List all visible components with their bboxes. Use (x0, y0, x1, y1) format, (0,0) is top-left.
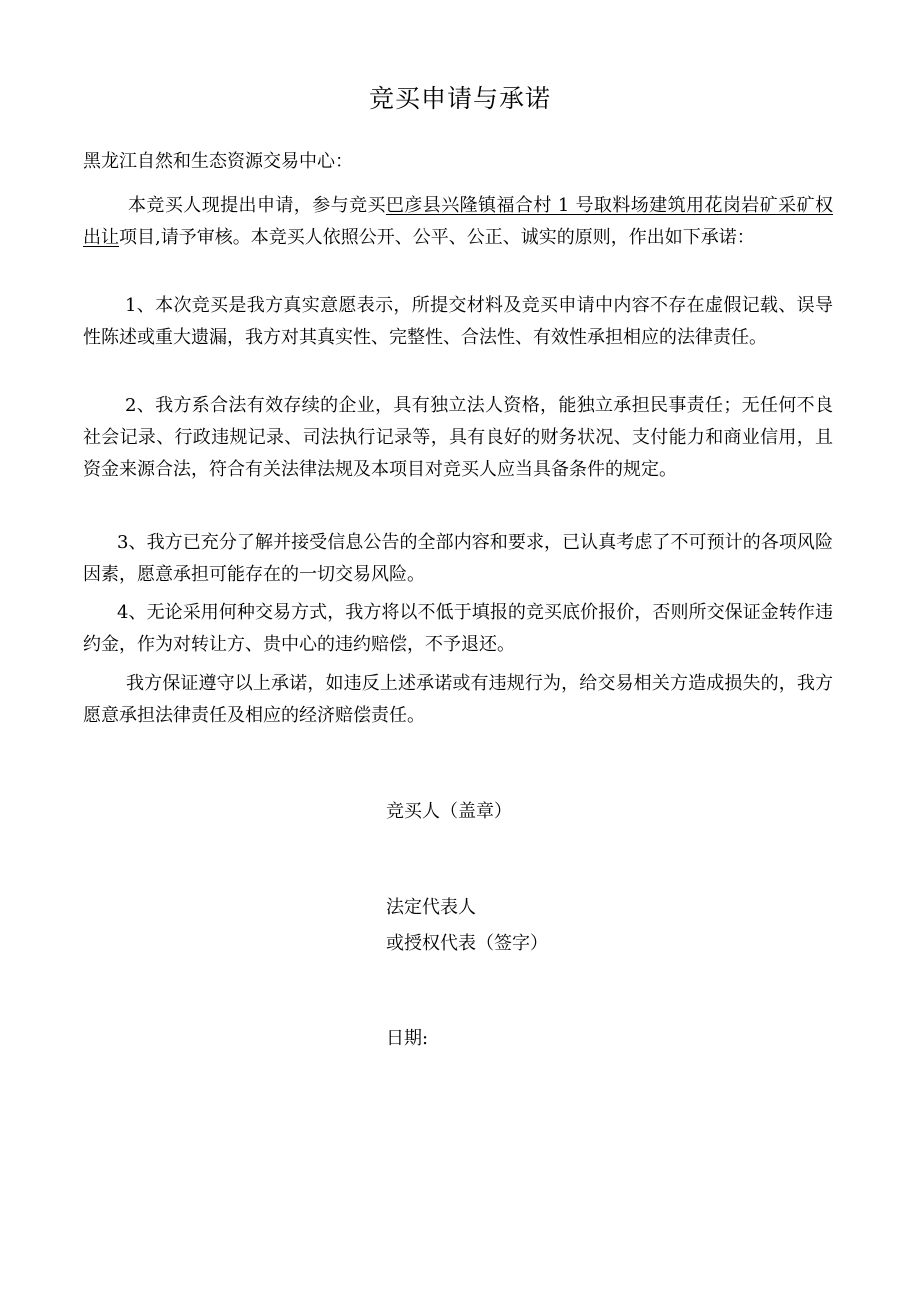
commitment-3: 3、我方已充分了解并接受信息公告的全部内容和要求，已认真考虑了不可预计的各项风险因素，愿意承担可能存在的一切交易风险。 (83, 532, 833, 585)
project-name: 巴彦县兴隆镇福合村 1 号取料场建筑用花岗岩矿采矿权出让 (83, 195, 833, 248)
intro-paragraph (83, 190, 833, 254)
addressee: 黑龙江自然和生态资源交易中心： (83, 151, 353, 172)
commitment-2: 2、我方系合法有效存续的企业，具有独立法人资格，能独立承担民事责任；无任何不良社会记录、行政违规记录、司法执行记录等，具有良好的财务状况、支付能力和商业信用，且资金来源合法，符合有关法律法规及本项目对竞买人应当具备条件的规定。 (83, 395, 833, 480)
date-label: 日期: (386, 1028, 429, 1049)
intro-text-after: 项目,请予审核。本竞买人依照公开、公平、公正、诚实的原则，作出如下承诺： (119, 227, 755, 248)
legal-rep-label: 法定代表人 (386, 897, 476, 918)
bidder-seal-label: 竞买人（盖章） (386, 801, 512, 822)
closing-paragraph: 我方保证遵守以上承诺，如违反上述承诺或有违规行为，给交易相关方造成损失的，我方愿意承担法律责任及相应的经济赔偿责任。 (83, 673, 833, 726)
intro-text-before: 本竞买人现提出申请，参与竞买 (128, 195, 386, 216)
document-title: 竞买申请与承诺 (368, 84, 551, 113)
authorized-rep-label: 或授权代表（签字） (386, 933, 548, 954)
commitment-4: 4、无论采用何种交易方式，我方将以不低于填报的竞买底价报价，否则所交保证金转作违约金，作为对转让方、贵中心的违约赔偿，不予退还。 (83, 602, 833, 655)
commitment-1: 1、本次竞买是我方真实意愿表示，所提交材料及竞买申请中内容不存在虚假记载、误导性陈述或重大遗漏，我方对其真实性、完整性、合法性、有效性承担相应的法律责任。 (83, 295, 833, 348)
